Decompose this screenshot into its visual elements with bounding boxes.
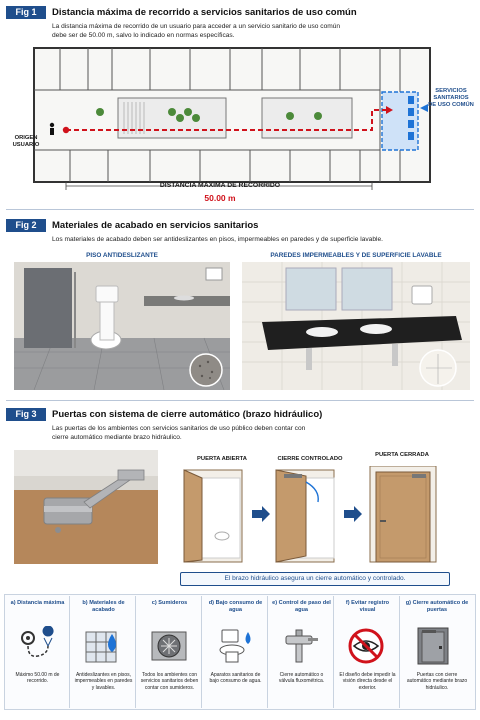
legend-item-floor-drains: c) Sumideros Todos los ambientes con servicios sanitarios deben contar con sumideros. (138, 596, 202, 708)
fig3-title: Puertas con sistema de cierre automático (brazo hidráulico) (52, 409, 323, 420)
fig1-badge: Fig 1 (6, 6, 46, 19)
waterproof-wall-image (242, 262, 470, 390)
distance-value: 50.00 m (204, 193, 236, 203)
door-sequence (180, 466, 450, 566)
fig3-badge: Fig 3 (6, 408, 46, 421)
right-panel-label: PAREDES IMPERMEABLES Y DE SUPERFICIE LAVABLE (270, 252, 442, 259)
door-closer-icon (414, 626, 454, 666)
route-pin-icon (18, 626, 58, 666)
door-open-label: PUERTA ABIERTA (197, 456, 247, 462)
origin-label: ORIGEN USUARIO (12, 135, 40, 148)
legend-item-finishes: b) Materiales de acabado Antideslizantes en pisos, impermeables en paredes y lavables. (72, 596, 136, 708)
fig3-desc-line2: cierre automático mediante brazo hidráulico. (52, 434, 182, 441)
legend-item-low-water: d) Bajo consumo de agua Aparatos sanitarios de bajo consumo de agua. (204, 596, 268, 708)
no-view-icon (348, 626, 388, 666)
fig2-badge: Fig 2 (6, 219, 46, 232)
fig1-desc-line2: debe ser de 50.00 m, salvo lo indicado en normas específicas. (52, 32, 235, 39)
fig1-desc-line1: La distancia máxima de recorrido de un usuario para acceder a un servicio sanitario de uso común (52, 23, 341, 30)
legend-item-no-view: f) Evitar registro visual El diseño debe impedir la visión directa desde el exterior. (336, 596, 400, 708)
door-closer-note: El brazo hidráulico asegura un cierre automático y controlado. (180, 572, 450, 586)
flush-valve-icon (282, 626, 322, 666)
distance-label: DISTANCIA MÁXIMA DE RECORRIDO (159, 182, 281, 189)
legend-item-auto-door: g) Cierre automático de puertas Puertas con cierre automático mediante brazo hidráulico. (405, 600, 469, 691)
door-closer-photo (14, 450, 158, 564)
tile-drop-icon (84, 626, 124, 666)
divider (6, 209, 474, 210)
divider (6, 400, 474, 401)
legend-item-max-distance: a) Distancia máxima Máximo 50.00 m de recorrido. (6, 596, 70, 708)
door-controlled-label: CIERRE CONTROLADO (277, 456, 343, 462)
floor-drain-icon (150, 626, 190, 666)
door-closed-label: PUERTA CERRADA (375, 452, 429, 458)
legend-item-water-control: e) Control de paso del agua Cierre automático o válvula fluxométrica. (270, 596, 334, 708)
left-panel-label: PISO ANTIDESLIZANTE (86, 252, 158, 259)
restroom-label: SERVICIOS SANITARIOS DE USO COMÚN (428, 88, 474, 108)
fig2-desc: Los materiales de acabado deben ser antideslizantes en pisos, impermeables en paredes y de superficie lavable. (52, 236, 383, 243)
fig2-title: Materiales de acabado en servicios sanitarios (52, 220, 259, 231)
anti-slip-floor-image (14, 262, 230, 390)
fig3-desc-line1: Las puertas de los ambientes con servicios sanitarios de uso público deben contar con (52, 425, 306, 432)
fig1-title: Distancia máxima de recorrido a servicios sanitarios de uso común (52, 7, 357, 18)
toilet-drop-icon (216, 626, 256, 666)
